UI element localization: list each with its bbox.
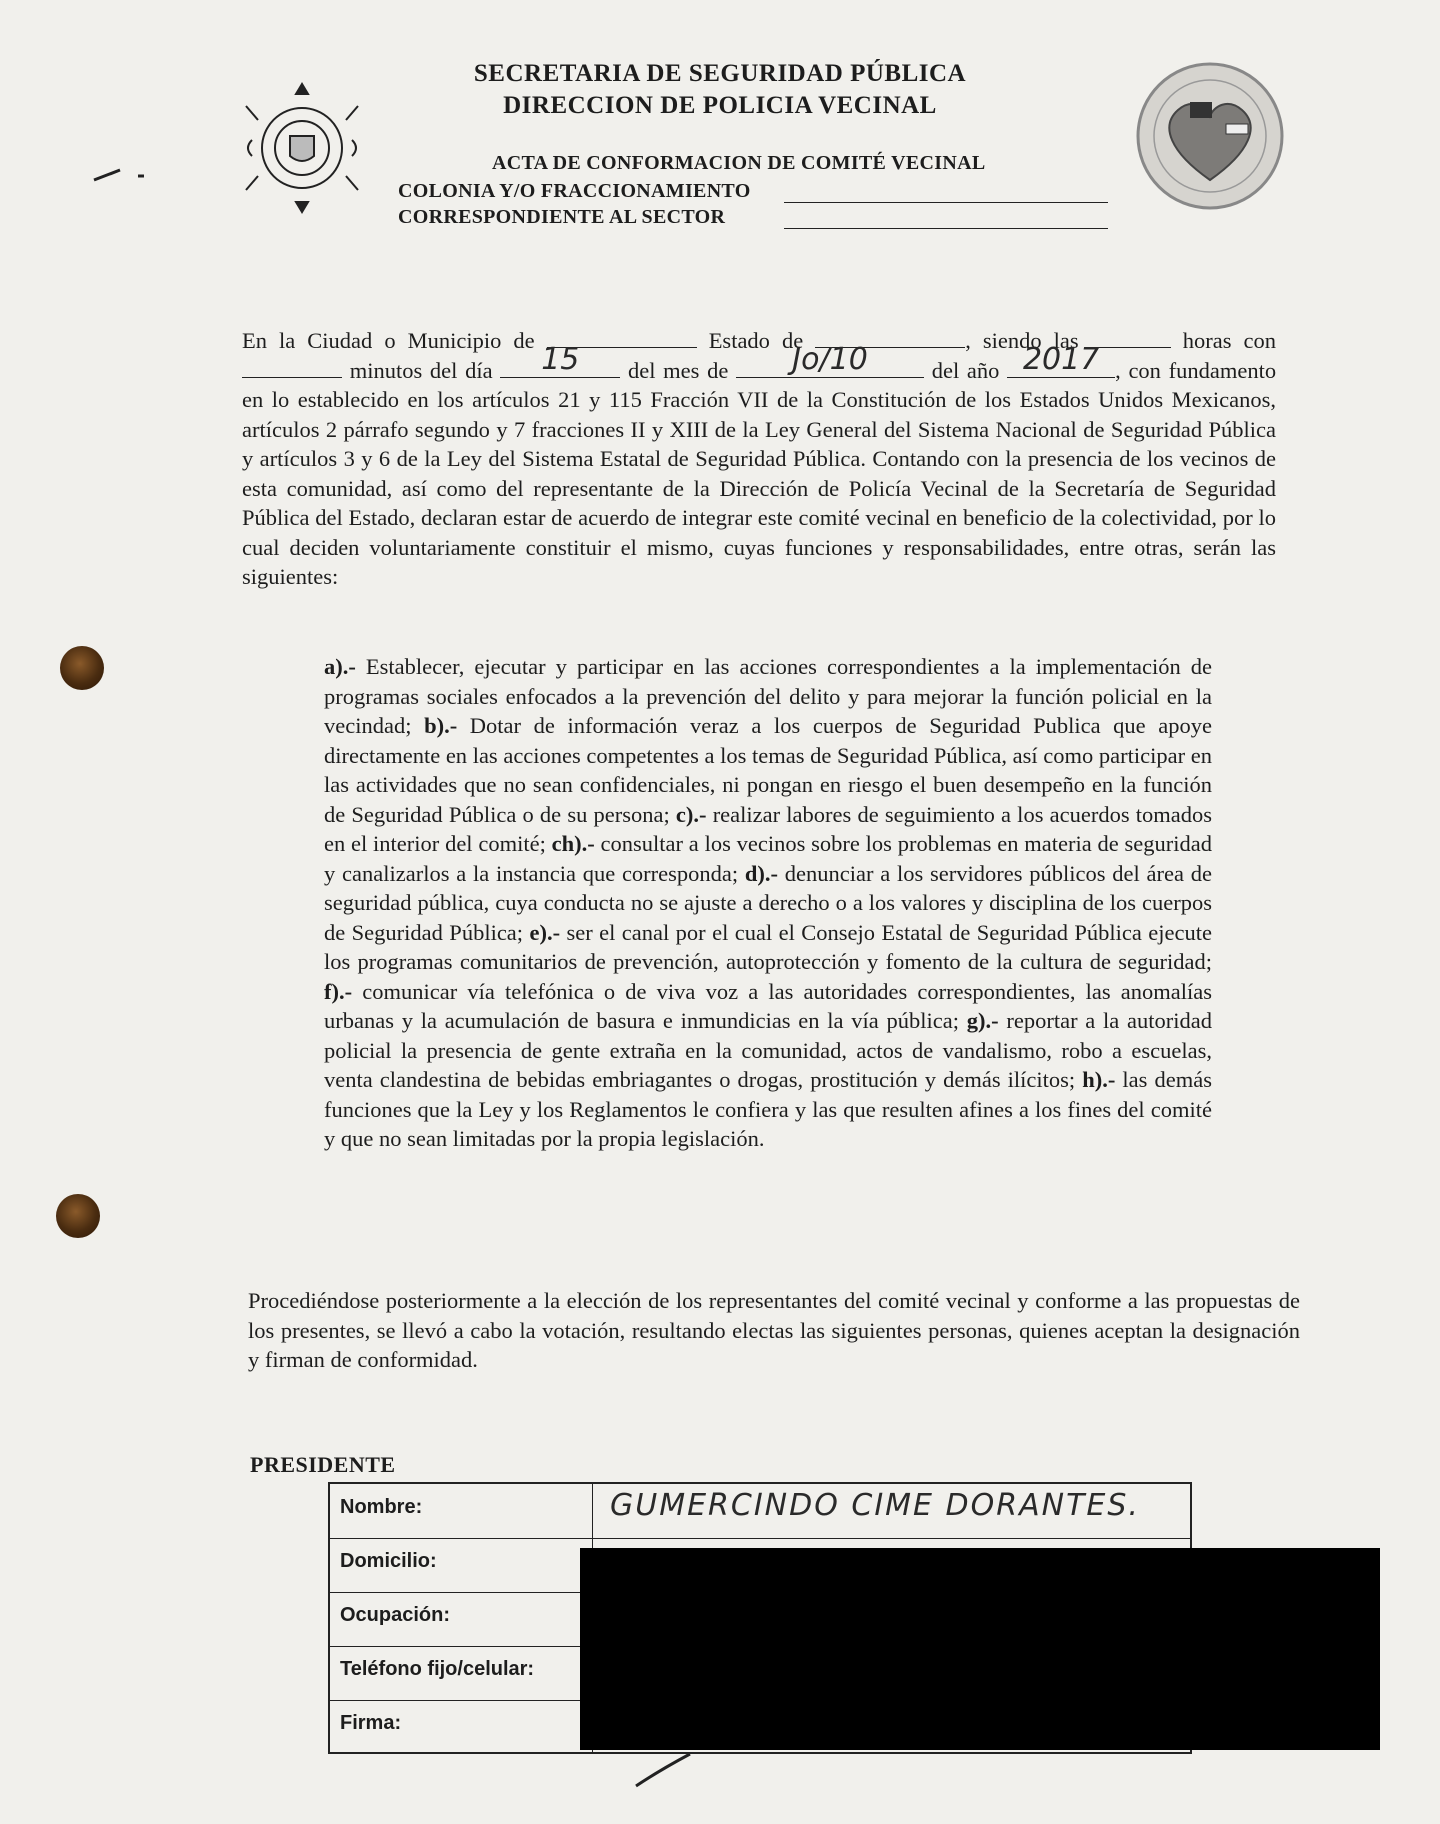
function-text: las demás funciones que la Ley y los Reglamentos le confiera y las que resulten afines a los fines del comité y que no sean limitadas por la propia legislación. xyxy=(324,1067,1212,1151)
intro-text-8: , con fundamento en lo establecido en los artículos 21 y 115 Fracción VII de la Constitución de los Estados Unidos Mexicanos, artículos 2 párrafo segundo y 7 fracciones II y XIII de la Ley General del Sistema Nacional de Seguridad Pública y artículos 3 y 6 de la Ley del Sistema Estatal de Seguridad Pública. Contando con la presencia de los vecinos de esta comunidad, así como del representante de la Dirección de Policía Vecinal de la Secretaría de Seguridad Pública del Estado, declaran estar de acuerdo de integrar este comité vecinal en beneficio de la colectividad, por lo cual deciden voluntariamente constituir el mismo, cuyas funciones y responsabilidades, entre otras, serán las siguientes: xyxy=(242,357,1277,589)
ocupacion-label: Ocupación: xyxy=(340,1604,451,1626)
intro-text-1: En la Ciudad o Municipio de xyxy=(242,328,535,353)
minutos-field[interactable] xyxy=(242,359,342,378)
binder-hole xyxy=(56,1194,100,1238)
intro-text-5: minutos del día xyxy=(349,357,493,383)
intro-text-7: del año xyxy=(931,357,1000,383)
intro-text-3: , siendo las xyxy=(965,328,1079,353)
function-key: d).- xyxy=(744,860,779,886)
intro-text-4: horas con xyxy=(1182,328,1276,353)
colonia-field-line[interactable] xyxy=(784,202,1108,203)
dia-handwritten: 15 xyxy=(541,341,580,377)
function-key: h).- xyxy=(1082,1067,1116,1092)
dia-field[interactable] xyxy=(500,341,620,378)
binder-hole xyxy=(60,646,104,690)
president-heading: PRESIDENTE xyxy=(250,1452,396,1477)
sector-label: CORRESPONDIENTE AL SECTOR xyxy=(398,206,726,228)
function-key: a).- xyxy=(324,654,356,679)
intro-text-2: Estado de xyxy=(708,328,804,353)
intro-text-6: del mes de xyxy=(627,357,729,383)
function-text: ser el canal por el cual el Consejo Estatal de Seguridad Pública ejecute los programas comunitarios de prevención, autoprotección y fomento de la cultura de seguridad; xyxy=(324,919,1212,974)
firma-label: Firma: xyxy=(340,1712,402,1734)
function-text: denunciar a los servidores públicos del área de seguridad pública, cuya conducta no se ajuste a derecho o a los valores y disciplina de los cuerpos de Seguridad Pública; xyxy=(324,860,1212,945)
functions-paragraph xyxy=(324,652,1212,1154)
act-title: ACTA DE CONFORMACION DE COMITÉ VECINAL xyxy=(492,152,986,174)
ssp-seal-logo xyxy=(238,80,366,214)
telefono-label: Teléfono fijo/celular: xyxy=(340,1658,535,1680)
mes-field[interactable] xyxy=(736,341,924,378)
redaction-block xyxy=(580,1548,1380,1750)
consejo-seguridad-logo xyxy=(1130,56,1290,216)
function-text: reportar a la autoridad policial la presencia de gente extraña en la comunidad, actos de vandalismo, robo a escuelas, venta clandestina de bebidas embriagantes o drogas, prostitución y demás ilícitos; xyxy=(324,1008,1212,1092)
nombre-value[interactable]: GUMERCINDO CIME DORANTES. xyxy=(610,1488,1140,1523)
colonia-label: COLONIA Y/O FRACCIONAMIENTO xyxy=(398,180,751,202)
function-text: realizar labores de seguimiento a los acuerdos tomados en el interior del comité; xyxy=(324,801,1212,856)
signature-stroke xyxy=(630,1750,700,1790)
header-subtitle: DIRECCION DE POLICIA VECINAL xyxy=(503,92,937,119)
function-key: e).- xyxy=(529,919,561,945)
anio-field[interactable] xyxy=(1007,341,1115,378)
anio-handwritten: 2017 xyxy=(1022,341,1100,377)
function-text: Dotar de información veraz a los cuerpos de Seguridad Publica que apoye directamente en las acciones competentes a los temas de Seguridad Pública, así como participar en las actividades que no sean confidenciales, ni pongan en riesgo el buen desempeño en la función de Seguridad Pública o de su persona; xyxy=(324,713,1212,827)
function-key: g).- xyxy=(966,1008,999,1033)
sector-field-line[interactable] xyxy=(784,228,1108,229)
nombre-label: Nombre: xyxy=(340,1496,423,1518)
function-key: f).- xyxy=(324,978,353,1004)
intro-paragraph xyxy=(242,326,1276,592)
stray-mark xyxy=(90,160,160,186)
nombre-row xyxy=(330,1484,1190,1539)
function-text: Establecer, ejecutar y participar en las acciones correspondientes a la implementación de programas sociales enfocados a la prevención del delito y para mejorar la función policial en la vecindad; xyxy=(324,654,1212,738)
domicilio-label: Domicilio: xyxy=(340,1550,437,1572)
function-key: b).- xyxy=(424,713,458,738)
function-text: comunicar vía telefónica o de viva voz a las autoridades correspondientes, las anomalías urbanas y la acumulación de basura e inmundicias en la vía pública; xyxy=(324,978,1212,1033)
closing-paragraph: Procediéndose posteriormente a la elección de los representantes del comité vecinal y conforme a las propuestas de los presentes, se llevó a cabo la votación, resultando electas las siguientes personas, quienes aceptan la designación y firman de conformidad. xyxy=(248,1288,1300,1372)
mes-handwritten: Jo/10 xyxy=(792,341,868,377)
header-title: SECRETARIA DE SEGURIDAD PÚBLICA xyxy=(473,60,967,87)
function-key: ch).- xyxy=(551,831,595,856)
function-key: c).- xyxy=(675,801,707,827)
function-text: consultar a los vecinos sobre los problemas en materia de seguridad y canalizarlos a la instancia que corresponda; xyxy=(324,831,1212,886)
